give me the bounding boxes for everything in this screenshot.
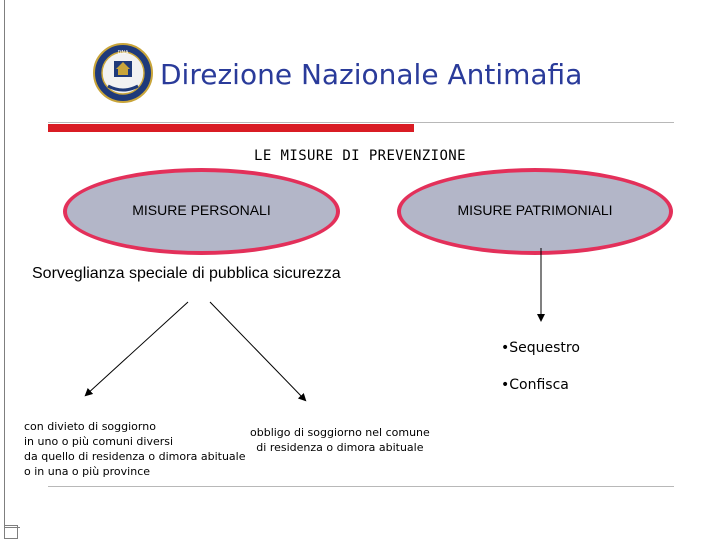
arrow-left-diag	[86, 302, 188, 395]
note-obbligo-soggiorno: obbligo di soggiorno nel comune di residenza o dimora abituale	[250, 426, 430, 454]
misure-patrimoniali-label: MISURE PATRIMONIALI	[457, 201, 613, 218]
list-item-confisca: •Confisca	[501, 377, 569, 393]
svg-text:DNA: DNA	[117, 50, 129, 56]
slide-heading: LE MISURE DI PREVENZIONE	[254, 148, 466, 164]
misure-personali-label: MISURE PERSONALI	[132, 201, 271, 218]
footer-divider	[48, 486, 674, 487]
page-title: Direzione Nazionale Antimafia	[160, 58, 583, 91]
note-divieto-soggiorno: con divieto di soggiorno in uno o più comuni diversi da quello di residenza o dimora abituale o in una o più province	[24, 420, 246, 478]
list-item-sequestro: •Sequestro	[501, 340, 580, 356]
arrow-mid-diag	[210, 302, 305, 400]
sorveglianza-text: Sorveglianza speciale di pubblica sicurezza	[32, 265, 341, 282]
